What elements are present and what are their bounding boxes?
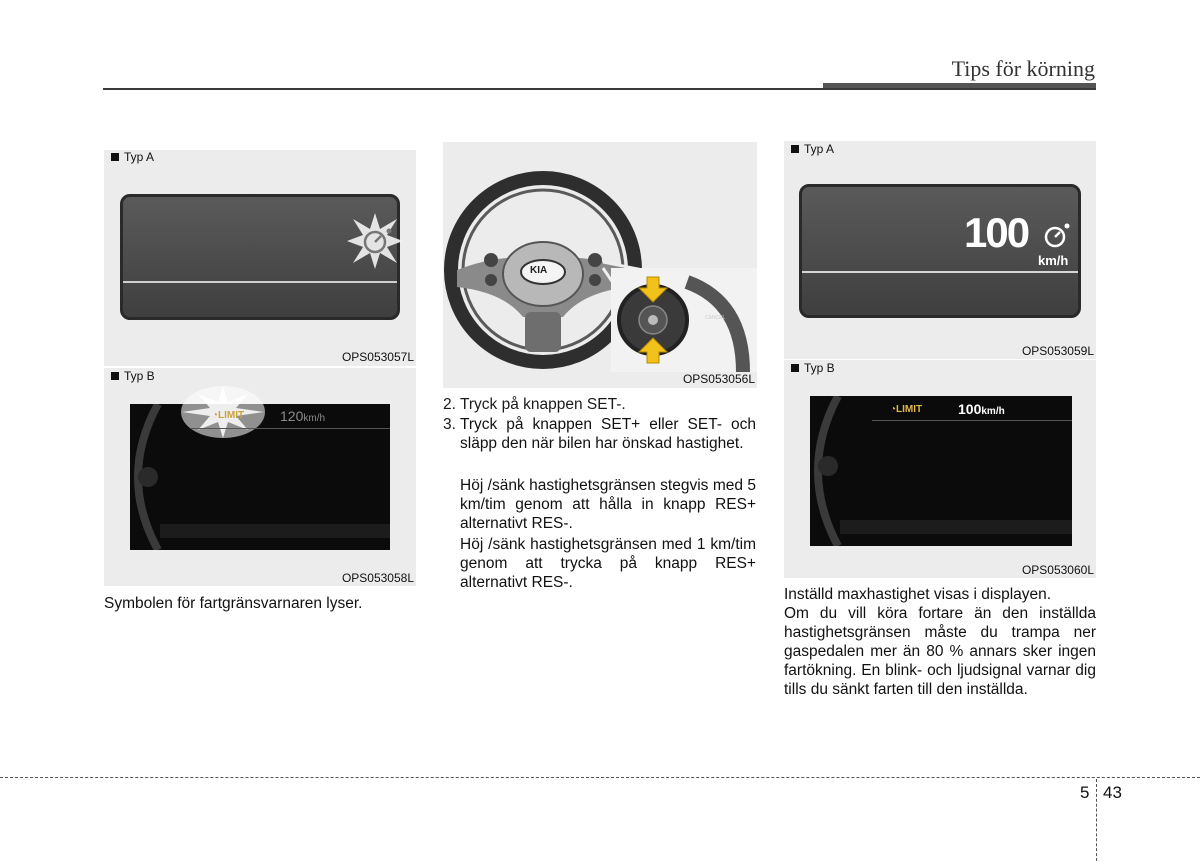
set-speed-readout: 100km/h: [958, 401, 1005, 417]
display-divider: [872, 420, 1072, 421]
set-speed-readout: 120km/h: [280, 408, 326, 424]
figure-type-label: Typ A: [111, 150, 154, 164]
cluster-display-dark: [810, 396, 1072, 546]
figure-typ-a-left: [104, 150, 416, 366]
figure-type-label: Typ B: [791, 361, 835, 375]
step-2-text: Tryck på knappen SET-.: [460, 396, 626, 413]
step-2-number: 2.: [443, 396, 456, 413]
header-rule: [103, 88, 1096, 90]
speed-limit-gauge-icon: ◔: [890, 404, 897, 415]
display-divider: [123, 281, 397, 283]
speed-limiter-icon: [1042, 221, 1072, 249]
paragraph-step-5: Höj /sänk hastighetsgränsen stegvis med 5 km/tim genom att hålla in knapp RES+ alternativt RES-.: [460, 477, 756, 532]
speed-limit-gauge-icon: ◔: [212, 410, 219, 421]
cluster-display-dark: [130, 404, 390, 550]
paragraph-step-1: Höj /sänk hastighetsgränsen med 1 km/tim genom att trycka på knapp RES+ alternativt RES-.: [460, 536, 756, 591]
page-number: 43: [1103, 783, 1122, 802]
cluster-display: [799, 184, 1081, 318]
figure-code: OPS053060L: [1021, 563, 1094, 577]
figure-code: OPS053058L: [341, 571, 414, 585]
figure-type-label: Typ B: [111, 369, 155, 383]
speed-unit: km/h: [1038, 253, 1069, 268]
paragraph-col3: Om du vill köra fortare än den inställda hastighetsgränsen måste du trampa ner gaspedalen mer än 80 % annars sker ingen fartökning. En blink- och ljudsignal varnar dig tills du sänkt farten till den inställda.: [784, 605, 1096, 698]
display-divider: [802, 271, 1078, 273]
figure-typ-b-right: [784, 360, 1096, 578]
caption-col1: Symbolen för fartgränsvarnaren lyser.: [104, 595, 363, 612]
bullet-square-icon: [111, 153, 119, 161]
figure-steering-wheel: [443, 142, 757, 388]
bullet-square-icon: [791, 364, 799, 372]
section-number: 5: [1080, 783, 1090, 802]
kia-logo: KIA: [530, 265, 548, 276]
bullet-square-icon: [791, 145, 799, 153]
cancel-button-label: CANCEL: [705, 315, 726, 321]
figure-code: OPS053057L: [341, 350, 414, 364]
display-bottom-band: [840, 520, 1072, 534]
digital-speed-readout: 100: [964, 209, 1029, 256]
figure-code: OPS053059L: [1021, 344, 1094, 358]
footer-dashed-divider: [1096, 779, 1097, 861]
limit-indicator: ◔LIMIT: [890, 404, 923, 415]
running-header: Tips för körning: [951, 56, 1095, 81]
limit-indicator: ◔LIMIT: [212, 410, 245, 421]
bullet-square-icon: [111, 372, 119, 380]
caption-col3: Inställd maxhastighet visas i displayen.: [784, 586, 1052, 603]
speed-limiter-glow-icon: [345, 211, 405, 271]
footer-dashed-rule: [0, 777, 1200, 778]
figure-typ-b-left: [104, 368, 416, 586]
display-divider: [190, 428, 390, 429]
step-3-text: Tryck på knappen SET+ eller SET- och släpp den när bilen har önskad hastighet.: [460, 416, 756, 452]
steering-wheel-illustration: [443, 142, 757, 372]
figure-code: OPS053056L: [682, 372, 755, 386]
display-bottom-band: [160, 524, 390, 538]
figure-typ-a-right: [784, 141, 1096, 359]
step-3-number: 3.: [443, 416, 456, 433]
cluster-display: [120, 194, 400, 320]
figure-type-label: Typ A: [791, 142, 834, 156]
